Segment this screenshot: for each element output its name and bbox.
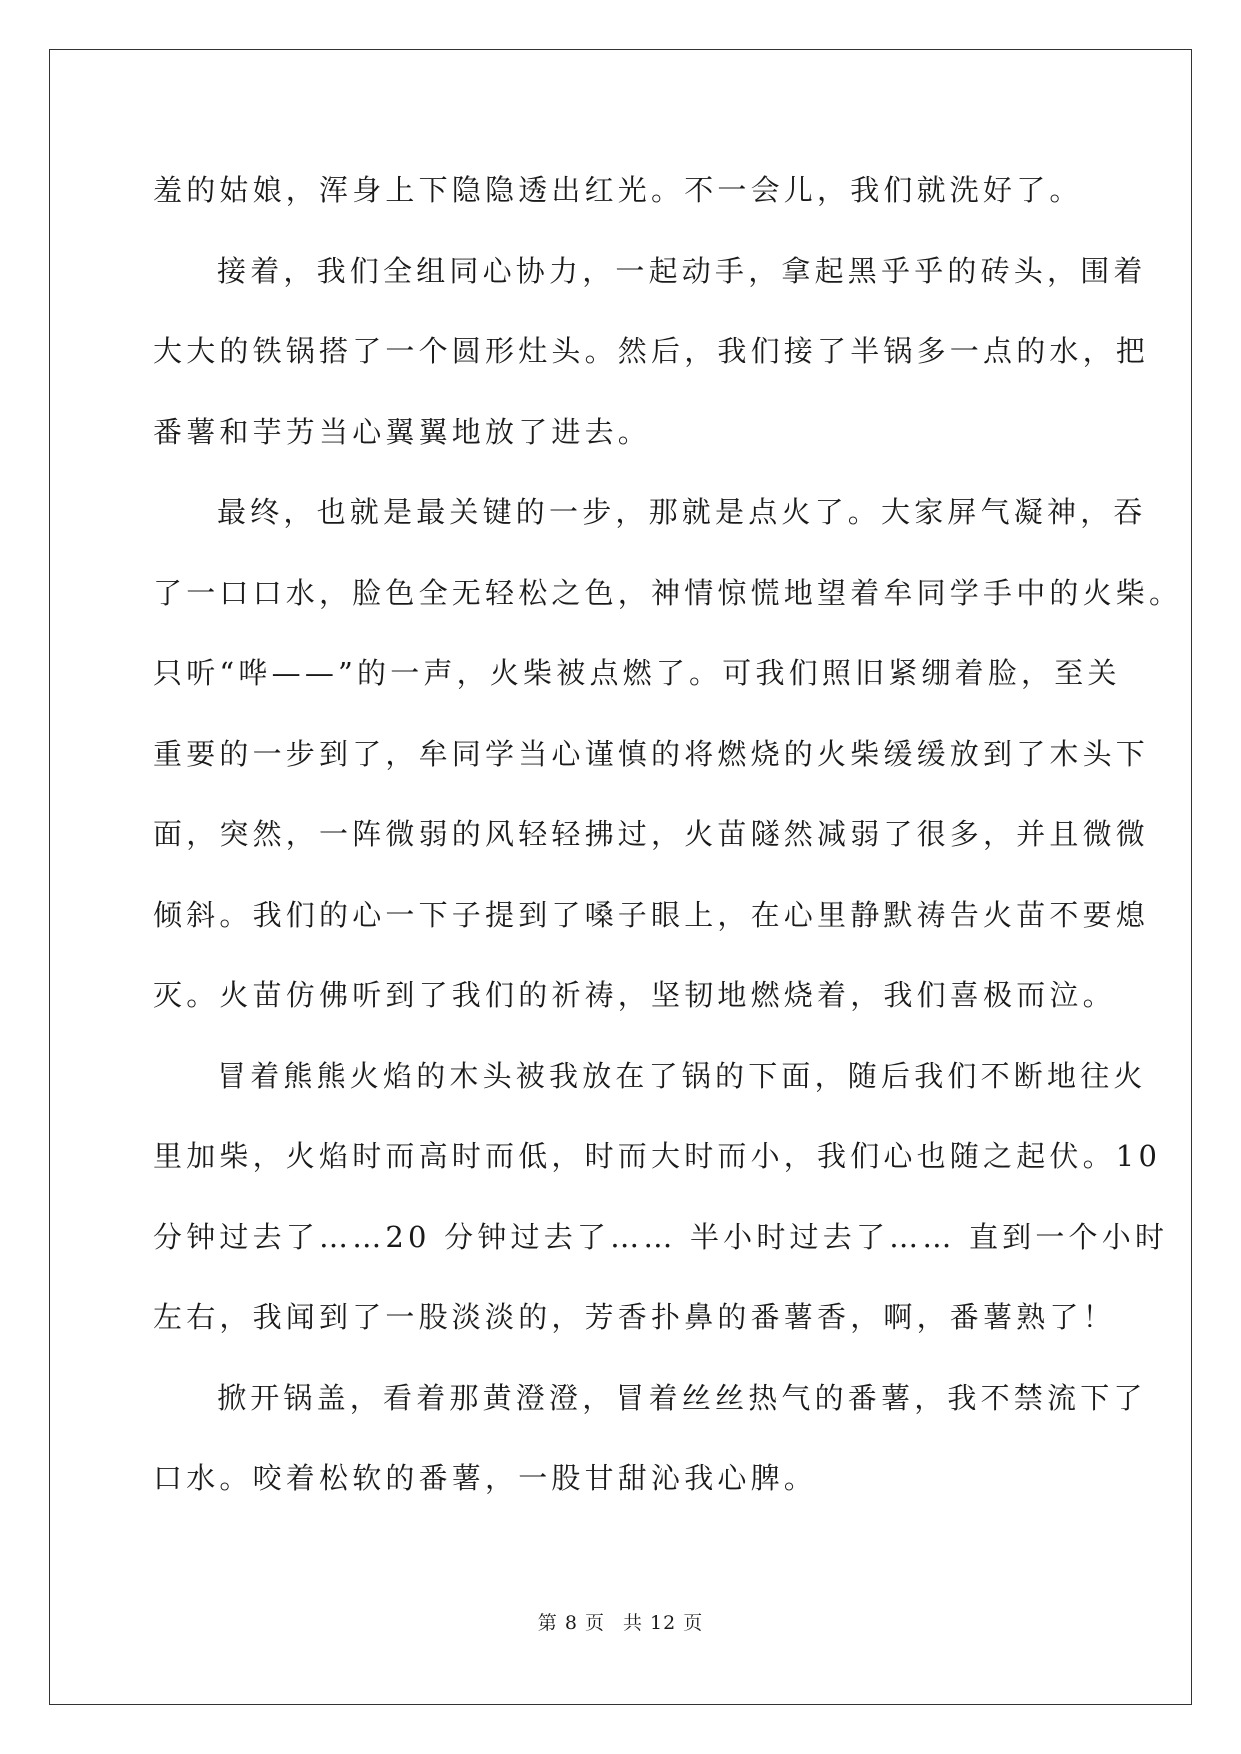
text-line: 只听“哗——”的一声，火柴被点燃了。可我们照旧紧绷着脸，至关 (153, 656, 1121, 690)
text-line: 大大的铁锅搭了一个圆形灶头。然后，我们接了半锅多一点的水，把 (153, 334, 1150, 368)
text-line: 分钟过去了……20 分钟过去了…… 半小时过去了…… 直到一个小时 (153, 1219, 1169, 1254)
text-line: 面，突然，一阵微弱的风轻轻拂过，火苗隧然减弱了很多，并且微微 (153, 817, 1150, 851)
page-total: 共 12 页 (622, 1612, 704, 1634)
text-line: 冒着熊熊火焰的木头被我放在了锅的下面，随后我们不断地往火 (217, 1058, 1147, 1093)
page-footer (0, 1608, 1241, 1635)
text-line: 倾斜。我们的心一下子提到了嗓子眼上，在心里静默祷告火苗不要熄 (153, 897, 1150, 932)
text-line: 口水。咬着松软的番薯，一股甘甜沁我心脾。 (153, 1461, 818, 1495)
text-line: 左右，我闻到了一股淡淡的，芳香扑鼻的番薯香，啊，番薯熟了！ (153, 1300, 1116, 1334)
text-line: 掀开锅盖，看着那黄澄澄，冒着丝丝热气的番薯，我不禁流下了 (217, 1380, 1147, 1415)
text-line: 最终，也就是最关键的一步，那就是点火了。大家屏气凝神，吞 (217, 495, 1147, 529)
page-number: 第 8 页 (537, 1612, 605, 1634)
text-line: 了一口口水，脸色全无轻松之色，神情惊慌地望着牟同学手中的火柴。 (153, 575, 1183, 610)
text-line: 羞的姑娘，浑身上下隐隐透出红光。不一会儿，我们就洗好了。 (153, 173, 1083, 207)
text-line: 里加柴，火焰时而高时而低，时而大时而小，我们心也随之起伏。10 (153, 1139, 1162, 1173)
text-line: 番薯和芋艻当心翼翼地放了进去。 (153, 414, 652, 449)
text-line: 灭。火苗仿佛听到了我们的祈祷，坚韧地燃烧着，我们喜极而泣。 (153, 978, 1116, 1012)
text-line: 接着，我们全组同心协力，一起动手，拿起黑乎乎的砖头，围着 (217, 253, 1147, 288)
document-body (153, 162, 1183, 1531)
text-line: 重要的一步到了，牟同学当心谨慎的将燃烧的火柴缓缓放到了木头下 (153, 736, 1150, 771)
